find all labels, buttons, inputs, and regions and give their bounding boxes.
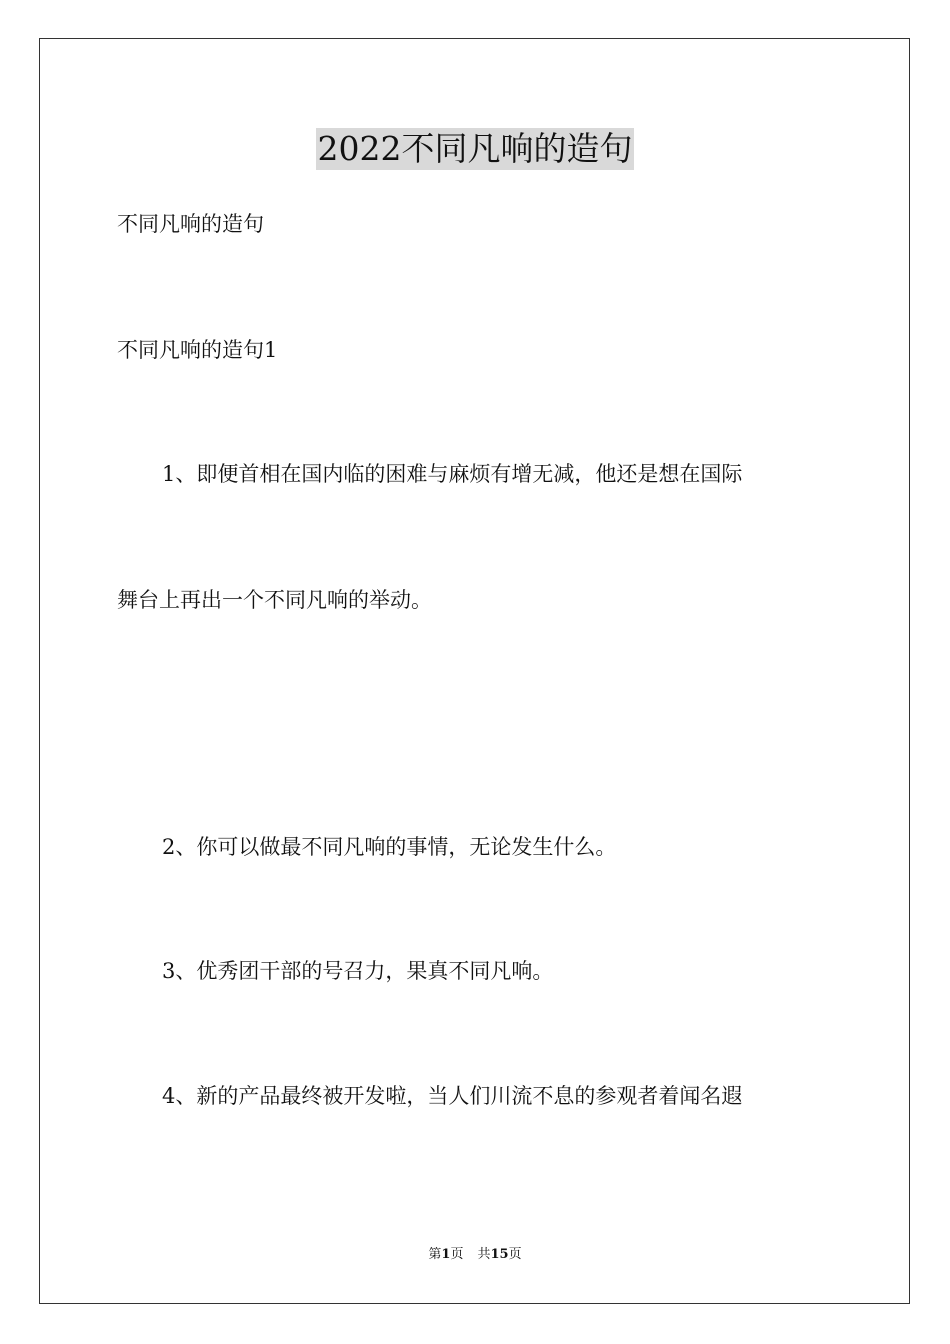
document-title [0, 128, 950, 170]
paragraph-1-line-2: 舞台上再出一个不同凡响的举动。 [117, 588, 432, 612]
footer-page-total: 15 [490, 1247, 509, 1262]
section-heading: 不同凡响的造句1 [117, 338, 278, 362]
paragraph-4-line-1: 4、新的产品最终被开发啦，当人们川流不息的参观者着闻名遐 [162, 1084, 743, 1108]
footer-total-prefix: 共 [477, 1247, 491, 1262]
subtitle: 不同凡响的造句 [117, 212, 264, 236]
paragraph-3: 3、优秀团干部的号召力，果真不同凡响。 [162, 959, 554, 983]
footer-page-current: 1 [441, 1247, 451, 1262]
paragraph-1-line-1: 1、即便首相在国内临的困难与麻烦有增无减，他还是想在国际 [162, 462, 743, 486]
footer-total-suffix: 页 [508, 1247, 522, 1262]
paragraph-2: 2、你可以做最不同凡响的事情，无论发生什么。 [162, 835, 617, 859]
footer-page-suffix: 页 [450, 1247, 464, 1262]
document-title-text: 2022不同凡响的造句 [317, 129, 633, 168]
page-footer [0, 1246, 950, 1264]
footer-page-prefix: 第 [428, 1247, 442, 1262]
